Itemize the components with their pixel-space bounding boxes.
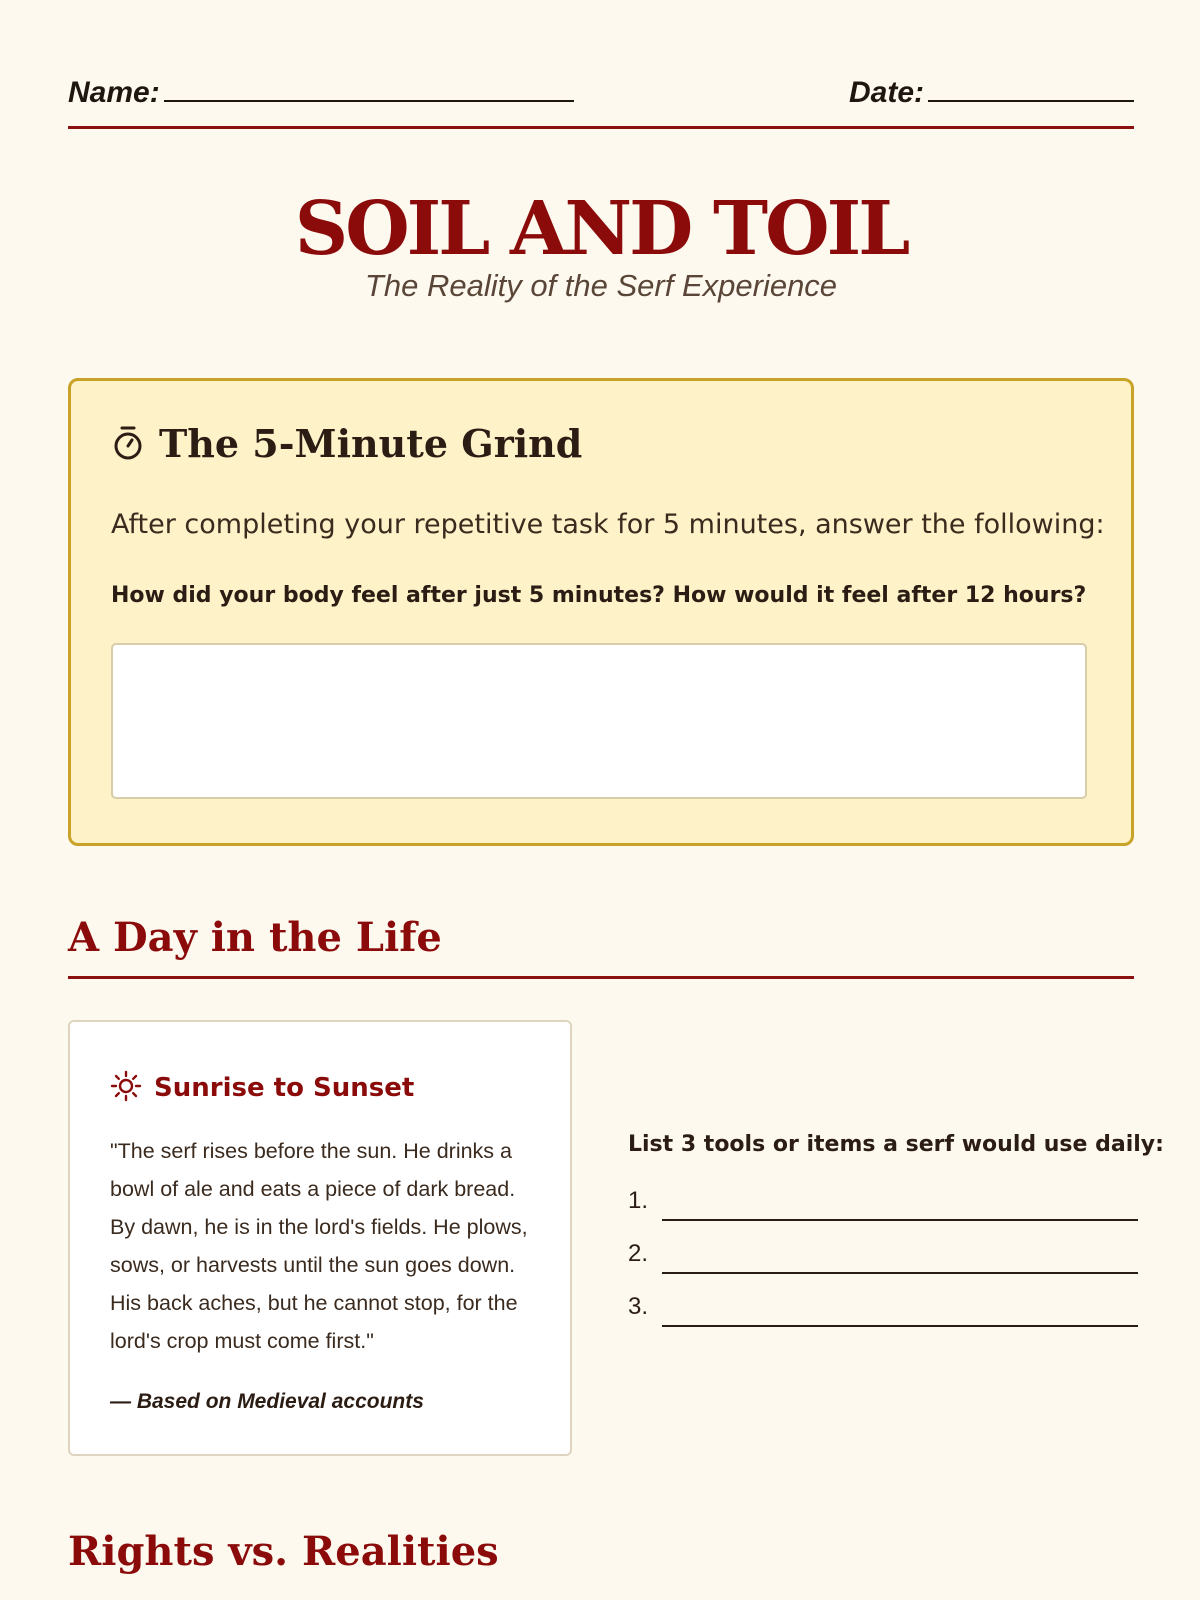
tool-row <box>628 1187 1134 1240</box>
tools-list-area <box>628 1132 1164 1346</box>
section-divider <box>68 976 1134 979</box>
tool-input-2[interactable] <box>662 1244 1138 1274</box>
date-blank-line[interactable] <box>928 74 1134 102</box>
name-blank-line[interactable] <box>164 74 574 102</box>
section-heading-rights-vs-realities: Rights vs. Realities <box>68 1528 499 1575</box>
page-subtitle: The Reality of the Serf Experience <box>364 268 838 303</box>
grind-answer-box[interactable] <box>111 643 1087 799</box>
grind-heading <box>111 421 582 470</box>
name-label: Name: <box>68 76 160 109</box>
header-row <box>68 68 1134 116</box>
card-heading-text: Sunrise to Sunset <box>154 1073 415 1103</box>
stopwatch-icon <box>111 425 145 470</box>
grind-heading-text: The 5-Minute Grind <box>159 421 583 466</box>
section-heading-day-in-the-life: A Day in the Life <box>68 914 442 961</box>
card-quote: "The serf rises before the sun. He drinks a bowl of ale and eats a piece of dark bread. By dawn, he is in the lord's fields. He plows, sows, or harvests until the sun goes down. His back aches, but he cannot stop, for the lord's crop must come first." <box>110 1139 528 1353</box>
five-minute-grind-box <box>68 378 1134 846</box>
grind-question: How did your body feel after just 5 minutes? How would it feel after 12 hours? <box>111 583 1087 608</box>
tools-prompt: List 3 tools or items a serf would use daily: <box>628 1132 1164 1157</box>
card-attribution: — Based on Medieval accounts <box>110 1390 424 1413</box>
tool-input-1[interactable] <box>662 1191 1138 1221</box>
card-heading <box>110 1070 414 1109</box>
tool-row <box>628 1293 1134 1346</box>
tool-row <box>628 1240 1134 1293</box>
sunrise-card <box>68 1020 572 1456</box>
name-field <box>68 74 574 110</box>
tool-number: 3. <box>628 1293 649 1320</box>
grind-intro: After completing your repetitive task for 5 minutes, answer the following: <box>111 509 1105 540</box>
tool-number: 1. <box>628 1187 649 1214</box>
tool-number: 2. <box>628 1240 649 1267</box>
tool-input-3[interactable] <box>662 1297 1138 1327</box>
date-label: Date: <box>848 76 924 109</box>
sun-icon <box>110 1070 142 1109</box>
date-field <box>849 74 1134 110</box>
header-divider <box>68 126 1134 129</box>
page-title: SOIL AND TOIL <box>294 186 908 272</box>
